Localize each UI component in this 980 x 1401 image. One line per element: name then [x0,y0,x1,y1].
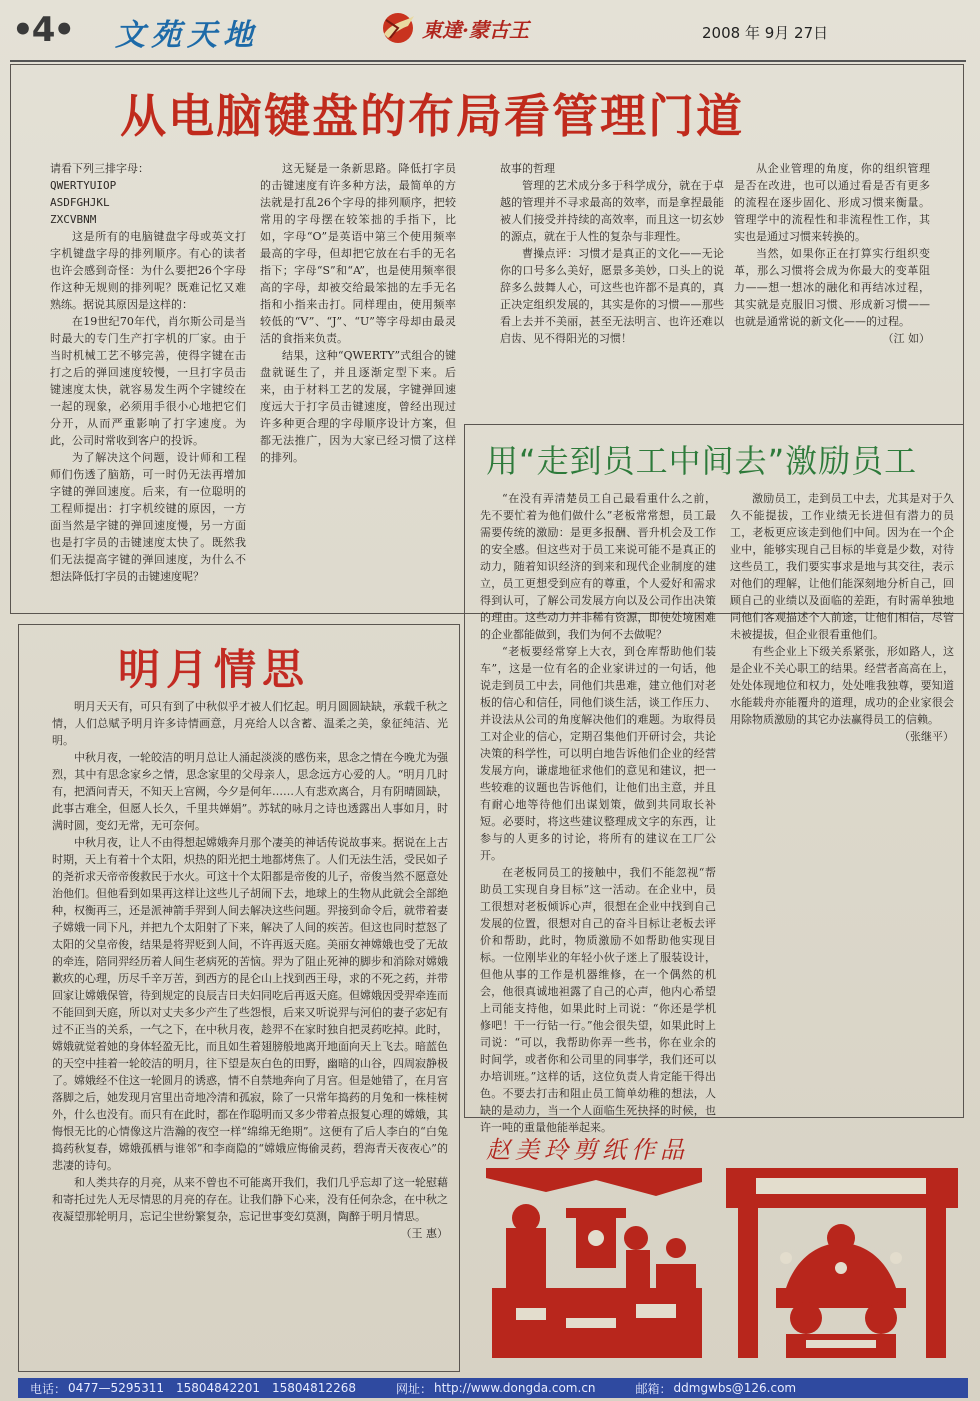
article2-paragraph: 激励员工，走到员工中去，尤其是对于久久不能提拔，工作业绩无长进但有潜力的员工，老板更应该走到他们中间。因为在一个企业中，能够实现自己目标的毕竟是少数，对待这些员工，我们要实事求是地与其交往，表示对他们的理解，让他们能深刻地分析自己，回顾自己的业绩以及面临的差距，有时需单独地同他们客观描述个人前途，让他们相信，尽管未被提拔，但企业很看重他们。 [730,492,954,641]
article3-author: （王 惠） [400,1227,448,1240]
article1-paragraph: 这是所有的电脑键盘字母或英文打字机键盘字母的排列顺序。有心的读者也许会感到奇怪：为什么要把26个字母作这种无规则的排列呢？既难记忆又难熟练。据说其原因是这样的： [50,230,246,311]
footer-phone-label: 电话： [30,1381,67,1396]
footer-email-link[interactable]: ddmgwbs@126.com [673,1381,797,1395]
footer-web-label: 网址： [395,1381,432,1396]
page-number: •4• [12,10,74,50]
article2-column-1 [480,490,716,1134]
article1-column-1 [50,160,246,608]
article1-paragraph: 曹操点评：习惯才是真正的文化——无论你的口号多么美好，愿景多美妙，口头上的说辞多么鼓舞人心，可这些也许都不是真的，真正决定组织发展的，其实是你的习惯——那些看上去并不美丽，甚至无法明言、也许还难以启齿、见不得阳光的习惯！ [500,247,724,345]
article1-paragraph: 从企业管理的角度，你的组织管理是否在改进，也可以通过看是否有更多的流程在逐步固化、形成习惯来衡量。管理学中的流程性和非流程性工作，其实也是通过习惯来转换的。 [734,162,930,243]
article1-column-2 [260,160,456,608]
article2-paragraph: 在老板同员工的接触中，我们不能忽视“帮助员工实现自身目标”这一活动。在企业中，员工很想对老板倾诉心声，很想在企业中找到自己发展的位置，很想对自己的奋斗目标让老板去评价和帮助，此时，物质激励不如帮助他实现目标。一位刚毕业的年轻小伙子迷上了服装设计，但他从事的工作是机器维修，在一个偶然的机会，他很真诚地袒露了自己的心声，他内心希望上司能支持他，如果此时上司说：“你还是学机修吧！干一行钻一行。”他会很失望，如果此时上司说：“可以，我帮助你弄一些书，你在业余的时间学，或者你和公司里的同事学，我们还可以办培训班。”这样的话，这位负责人肯定能干得出色。不要去打击和阻止员工简单幼稚的想法，人缺的是动力，当一个人面临生死抉择的时候，也许一吨的重量他能举起来。 [480,866,716,1134]
footer-phone-3: 15804812268 [271,1381,356,1395]
footer-contact-bar [18,1378,968,1398]
issue-date: 2008 年 9月 27日 [702,24,829,42]
article2-author: （张继平） [899,730,954,743]
keyboard-row-2: ASDFGHJKL [50,196,110,209]
article2-headline: 用“走到员工中间去”激励员工 [486,442,918,480]
article1-paragraph: 管理的艺术成分多于科学成分，就在于卓越的管理并不寻求最高的效率，而是拿捏最能被人们接受并持续的高效率，而且这一切玄妙的源点，就在于人性的复杂与非理性。 [500,179,724,243]
article1-author: （江 如） [882,332,930,345]
footer-website-link[interactable]: http://www.dongda.com.cn [433,1381,596,1395]
article1-paragraph: 这无疑是一条新思路。降低打字员的击键速度有许多种方法，最简单的方法就是打乱26个字母的排列顺序，把较常用的字母摆在较笨拙的手指下，比如，字母“O”是英语中第三个使用频率最高的字母，但却把它放在右手的无名指下；字母“S”和“A”，也是使用频率很高的字母，却被交给最笨拙的左手无名指和小指来击打。同样理由，使用频率较低的“V”、“J”、“U”等字母却由最灵活的食指来负责。 [260,162,456,345]
article1-subheading: 故事的哲理 [500,162,555,175]
article3-paragraph: 明月天天有，可只有到了中秋似乎才被人们忆起。明月圆圆缺缺，承载千秋之情，人们总赋予明月许多诗情画意，月亮给人以含蓄、温柔之美，象征纯洁、光明。 [52,700,448,747]
article1-column-3 [500,160,724,416]
article2-column-2 [730,490,954,1106]
footer-email-label: 邮箱： [635,1381,672,1396]
article3-body [52,698,448,1364]
keyboard-row-3: ZXCVBNM [50,213,97,226]
logo-emblem-icon [378,8,418,48]
article3-paragraph: 和人类共存的月亮，从来不曾也不可能离开我们，我们几乎忘却了这一轮慰藉和寄托过先人无尽情思的月亮的存在。让我们静下心来，没有任何杂念，在中秋之夜凝望那轮明月，忘记尘世纷繁复杂，忘记世事变幻莫测，陶醉于明月情思。 [52,1176,448,1223]
article1-headline: 从电脑键盘的布局看管理门道 [120,89,744,143]
article1-paragraph: 当然，如果你正在打算实行组织变革，那么习惯将会成为你最大的变革阻力——想一想冰的融化和再结冰过程，其实就是克服旧习惯、形成新习惯——也就是通常说的新文化——的过程。 [734,247,930,328]
article3-headline: 明月情思 [118,645,311,694]
logo-text: 東達·蒙古王 [422,18,529,42]
masthead-rule [10,60,966,62]
footer-phone-1: 0477—5295311 [68,1381,164,1395]
article1-paragraph: 请看下列三排字母： [50,162,149,175]
section-title: 文苑天地 [115,18,259,53]
papercut-title: 赵美玲剪纸作品 [486,1136,689,1164]
article2-paragraph: “老板要经常穿上大衣，到仓库帮助他们装车”，这是一位有名的企业家讲过的一句话，他说走到员工中去，同他们共患难，建立他们对老板的信心和信任，同他们谈生活，谈工作压力、并设法从公司的角度解决他们的难题。为取得员工对企业的信心，定期召集他们开研讨会，共论决策的科学性，可以明白地告诉他们企业的经营发展方向，谦虚地征求他们的意见和建议，把一些较难的议题也告诉他们，让他们出主意，并且有耐心地等待他们出谋划策，做到共同取长补短。必要时，将这些建议整理成文字的东西，让参与的人更多的讨论，将所有的建议在工厂公开。 [480,645,716,862]
article3-paragraph: 中秋月夜，一轮皎洁的明月总让人涌起淡淡的感伤来，思念之情在今晚尤为强烈，其中有思念家乡之情，思念家里的父母亲人，思念远方心爱的人。“明月几时有，把酒问青天，不知天上宫阙，今夕是何年……人有悲欢离合，月有阴晴圆缺，此事古难全，但愿人长久，千里共婵娟”。苏轼的咏月之诗也透露出人事如月，时满时圆，变幻无常，无可奈何。 [52,751,448,832]
article1-paragraph: 在19世纪70年代，肖尔斯公司是当时最大的专门生产打字机的厂家。由于当时机械工艺不够完善，使得字键在击打之后的弹回速度较慢，一旦打字员击键速度太快，就容易发生两个字键绞在一起的现象，必须用手很小心地把它们分开，从而严重影响了打字速度。为此，公司时常收到客户的投诉。 [50,315,246,447]
article2-paragraph: 有些企业上下级关系紧张，形如路人，这是企业不关心职工的结果。经营者高高在上，处处体现地位和权力，处处唯我独尊，要知道水能载舟亦能覆舟的道理，成功的企业家很会用除物质激励的其它办法赢得员工的信赖。 [730,645,954,726]
masthead-logo [378,6,578,54]
article3-paragraph: 中秋月夜，让人不由得想起嫦娥奔月那个凄美的神话传说故事来。据说在上古时期，天上有着十个太阳，炽热的阳光把土地都烤焦了。人们无法生活，受民如子的尧祈求天帝帝俊救民于水火。可这十个太阳都是帝俊的儿子，帝俊当然不愿意处治他们。但他看到如果再这样让这些儿子胡闹下去，地球上的生物从此就会全部绝种，权衡再三，还是派神箭手羿到人间去解决这些问题。羿接到命令后，就带着妻子嫦娥一同下凡，并把九个太阳射了下来，解决了人间的疾苦。但这也同时惹怒了太阳的父皇帝俊，结果是将羿贬到人间，不许再返天庭。美丽女神嫦娥也受了无故的牵连，陪同羿经历着人间生老病死的苦恼。羿为了阻止死神的脚步和消除对嫦娥歉疚的心理，历尽千辛万苦，到西方的昆仑山上找到西王母，求的不死之药，并带回家让嫦娥保管，待到规定的良辰吉日夫妇同吃后再返天庭。但嫦娥因受羿牵连而不能回到天庭，所以对丈夫多少产生了些怨恨，后来又听说羿与河伯的妻子宓妃有过不正当的关系，一气之下，在中秋月夜，趁羿不在家时独自把灵药吃掉。此时，嫦娥就觉着她的身体轻盈无比，而且如生着翅膀般地离开地面向天上飞去。暗蓝色的天空中挂着一轮皎洁的明月，往下望是灰白色的田野，幽暗的山谷，四周寂静极了。嫦娥经不住这一轮圆月的诱惑，情不自禁地奔向了月宫。但是她错了，在月宫落脚之后，她发现月宫里出奇地冷清和孤寂，除了一只常年捣药的月兔和一株桂树外，什么也没有。而只有在此时，都在作聪明而又多少带着点报复心理的嫦娥，其悔恨无比的心情像这片浩瀚的夜空一样“绵绵无绝期”。这便有了后人李白的“白兔捣药秋复春，嫦娥孤栖与谁邻”和李商隐的“嫦娥应悔偷灵药，碧海青天夜夜心”的悲凄的诗句。 [52,836,448,1172]
article1-paragraph: 为了解决这个问题，设计师和工程师们伤透了脑筋，可一时仍无法再增加字键的弹回速度。后来，有一位聪明的工程师提出：打字机绞键的原因，一方面当然是字键的弹回速度慢，另一方面也是打字员的击键速度太快了。既然我们无法提高字键的弹回速度，为什么不想法降低打字员的击键速度呢？ [50,451,246,583]
papercut-artwork [486,1168,962,1362]
article1-paragraph: 结果，这种“QWERTY”式组合的键盘就诞生了，并且逐渐定型下来。后来，由于材料工艺的发展，字键弹回速度远大于打字员击键速度，曾经出现过许多种更合理的字母顺序设计方案，但都无法推广，因为大家已经习惯了这样的排列。 [260,349,456,464]
footer-phone-2: 15804842201 [176,1381,260,1395]
keyboard-row-1: QWERTYUIOP [50,179,117,192]
article1-column-4 [734,160,930,416]
article2-paragraph: “在没有弄清楚员工自己最看重什么之前，先不要忙着为他们做什么”老板常常想，员工最需要传统的激励：是更多报酬、晋升机会及工作的安全感。但这些对于员工来说可能不是真正的动力，随着知识经济的到来和现代企业制度的建立，员工更想受到应有的尊重，个人爱好和需求得到认可，了解公司发展方向以及公司作出决策的理由。这些动力并非稀有资源，即使处境困难的企业都能做到，我们为何不去做呢？ [480,492,716,641]
